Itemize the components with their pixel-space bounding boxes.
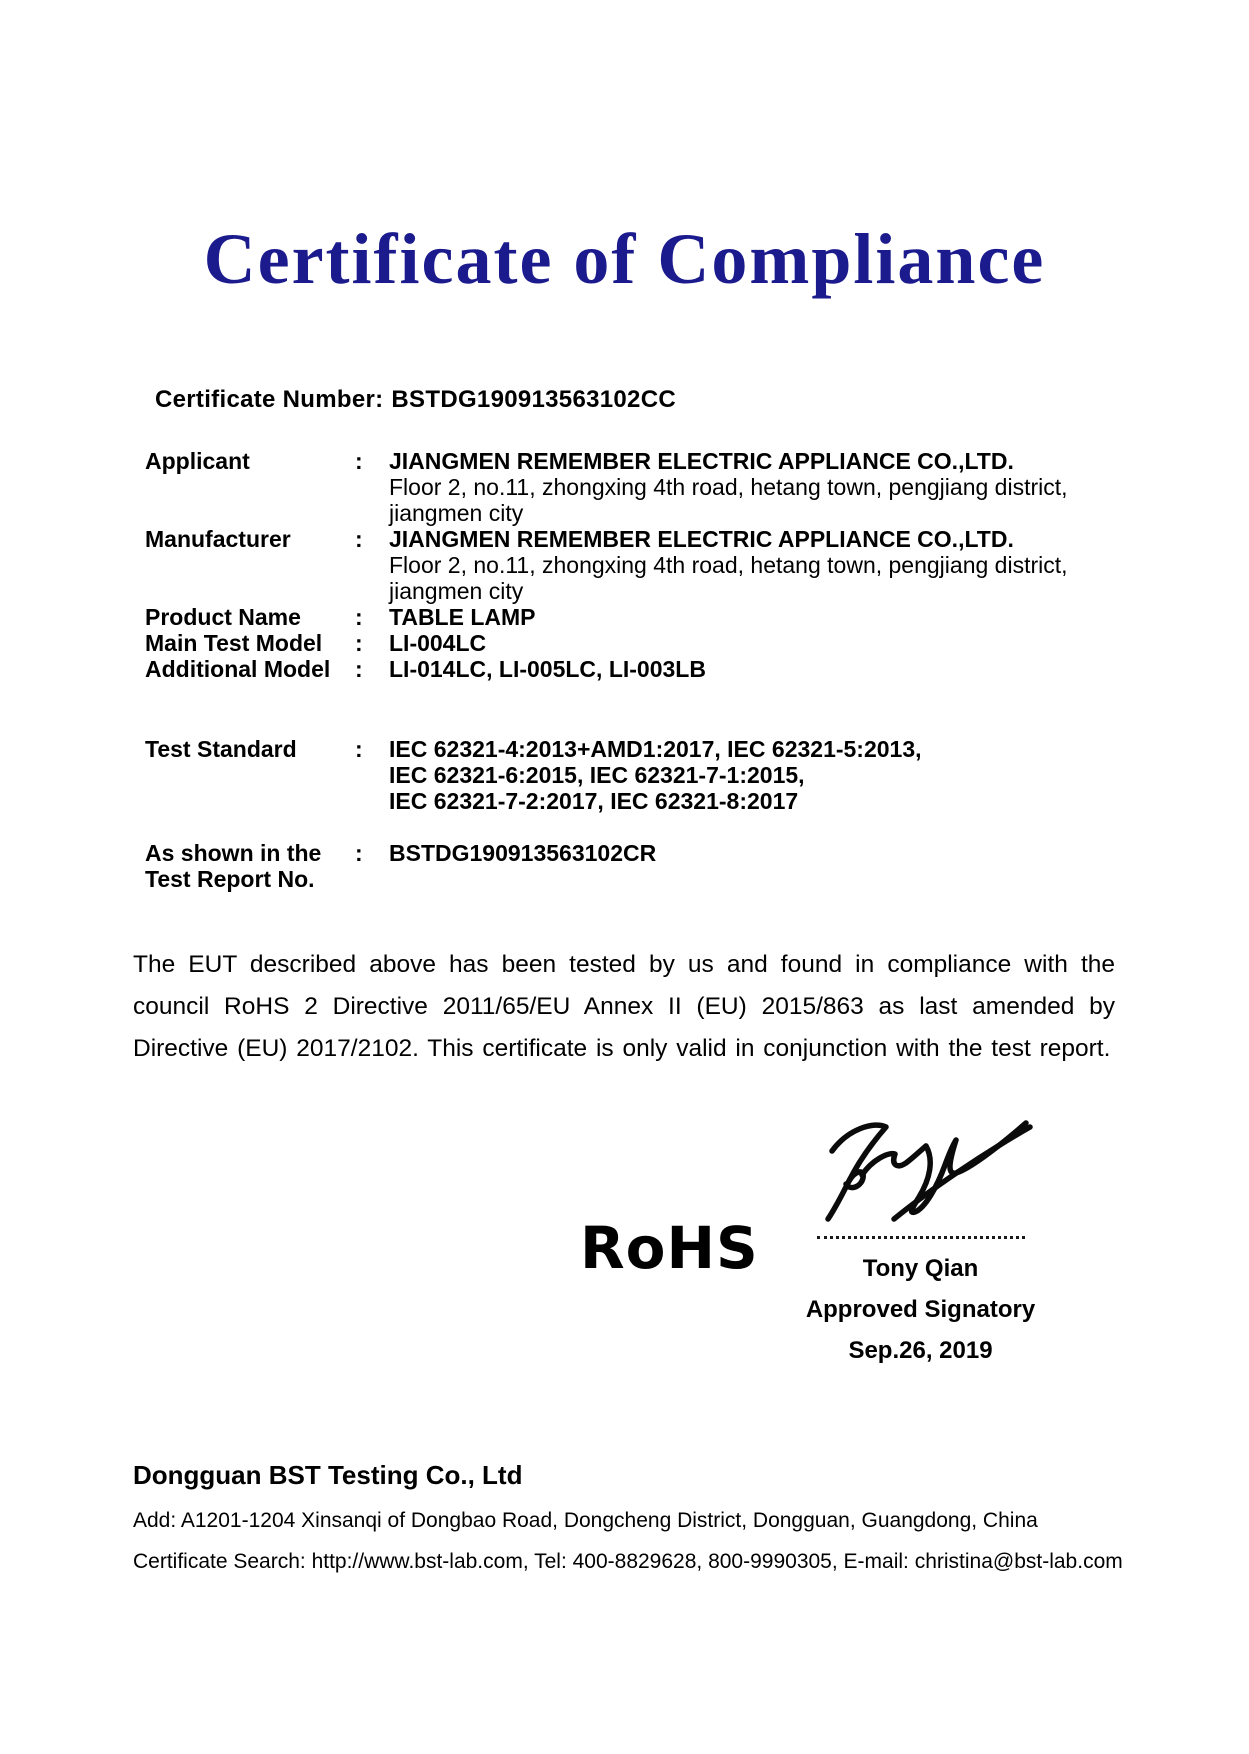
product-name-colon: : — [355, 604, 363, 630]
certificate-number-value: BSTDG190913563102CC — [391, 386, 676, 413]
manufacturer-value — [389, 526, 1125, 604]
manufacturer-row — [145, 526, 1125, 604]
additional-model-row — [145, 656, 1125, 682]
lab-company-name: Dongguan BST Testing Co., Ltd — [133, 1460, 523, 1490]
certificate-details — [145, 448, 1125, 892]
signatory-name: Tony Qian — [862, 1255, 979, 1282]
applicant-colon: : — [355, 448, 363, 474]
test-standard-line2: IEC 62321-6:2015, IEC 62321-7-1:2015, — [389, 762, 805, 788]
certificate-number-line — [155, 386, 676, 414]
test-report-colon: : — [355, 840, 363, 866]
manufacturer-label: Manufacturer — [145, 526, 291, 552]
test-standard-line1: IEC 62321-4:2013+AMD1:2017, IEC 62321-5:2013, — [389, 736, 922, 762]
applicant-address-line2: jiangmen city — [389, 500, 524, 526]
lab-contact-line: Certificate Search: http://www.bst-lab.com, Tel: 400-8829628, 800-9990305, E-mail: christina@bst-lab.com — [133, 1550, 1123, 1573]
test-report-label-line2: Test Report No. — [145, 866, 315, 892]
applicant-value — [389, 448, 1125, 526]
manufacturer-company: JIANGMEN REMEMBER ELECTRIC APPLIANCE CO.,LTD. — [389, 526, 1014, 552]
main-test-model-value: LI-004LC — [389, 630, 487, 656]
test-standard-label: Test Standard — [145, 736, 297, 762]
test-standard-line3: IEC 62321-7-2:2017, IEC 62321-8:2017 — [389, 788, 799, 814]
applicant-label: Applicant — [145, 448, 250, 474]
test-report-label — [145, 840, 355, 892]
test-report-row — [145, 840, 1125, 892]
manufacturer-colon: : — [355, 526, 363, 552]
spacer — [145, 682, 1125, 736]
signature-dotted-line — [817, 1236, 1025, 1239]
product-name-label: Product Name — [145, 604, 301, 630]
certificate-number-label: Certificate Number: — [155, 386, 384, 413]
product-name-value: TABLE LAMP — [389, 604, 536, 630]
footer — [133, 1460, 1133, 1574]
product-name-row — [145, 604, 1125, 630]
applicant-address-line1: Floor 2, no.11, zhongxing 4th road, hetang town, pengjiang district, — [389, 474, 1068, 500]
main-test-model-colon: : — [355, 630, 363, 656]
spacer — [145, 814, 1125, 840]
test-standard-row — [145, 736, 1125, 814]
page-title: Certificate of Compliance — [203, 219, 1046, 299]
rohs-logo: RoHS — [580, 1214, 759, 1282]
applicant-row — [145, 448, 1125, 526]
signatory-role: Approved Signatory — [805, 1296, 1036, 1323]
signature-block — [768, 1112, 1073, 1365]
applicant-company: JIANGMEN REMEMBER ELECTRIC APPLIANCE CO.,LTD. — [389, 448, 1014, 474]
lab-address: Add: A1201-1204 Xinsanqi of Dongbao Road, Dongcheng District, Dongguan, Guangdong, China — [133, 1509, 1038, 1532]
main-test-model-label: Main Test Model — [145, 630, 323, 656]
additional-model-value: LI-014LC, LI-005LC, LI-003LB — [389, 656, 706, 682]
test-report-value: BSTDG190913563102CR — [389, 840, 657, 866]
test-report-label-line1: As shown in the — [145, 840, 322, 866]
additional-model-colon: : — [355, 656, 363, 682]
signature-date: Sep.26, 2019 — [848, 1337, 993, 1364]
test-standard-value — [389, 736, 1125, 814]
tony-signature-icon — [796, 1112, 1046, 1234]
manufacturer-address-line2: jiangmen city — [389, 578, 524, 604]
compliance-statement: The EUT described above has been tested by us and found in compliance with the council RoHS 2 Directive 2011/65/EU Annex II (EU) 2015/863 as last amended by Directive (EU) 2017/2102. This certificate is only valid in conjunction with the test report. — [133, 951, 1115, 1062]
manufacturer-address-line1: Floor 2, no.11, zhongxing 4th road, hetang town, pengjiang district, — [389, 552, 1068, 578]
main-test-model-row — [145, 630, 1125, 656]
test-standard-colon: : — [355, 736, 363, 762]
additional-model-label: Additional Model — [145, 656, 331, 682]
